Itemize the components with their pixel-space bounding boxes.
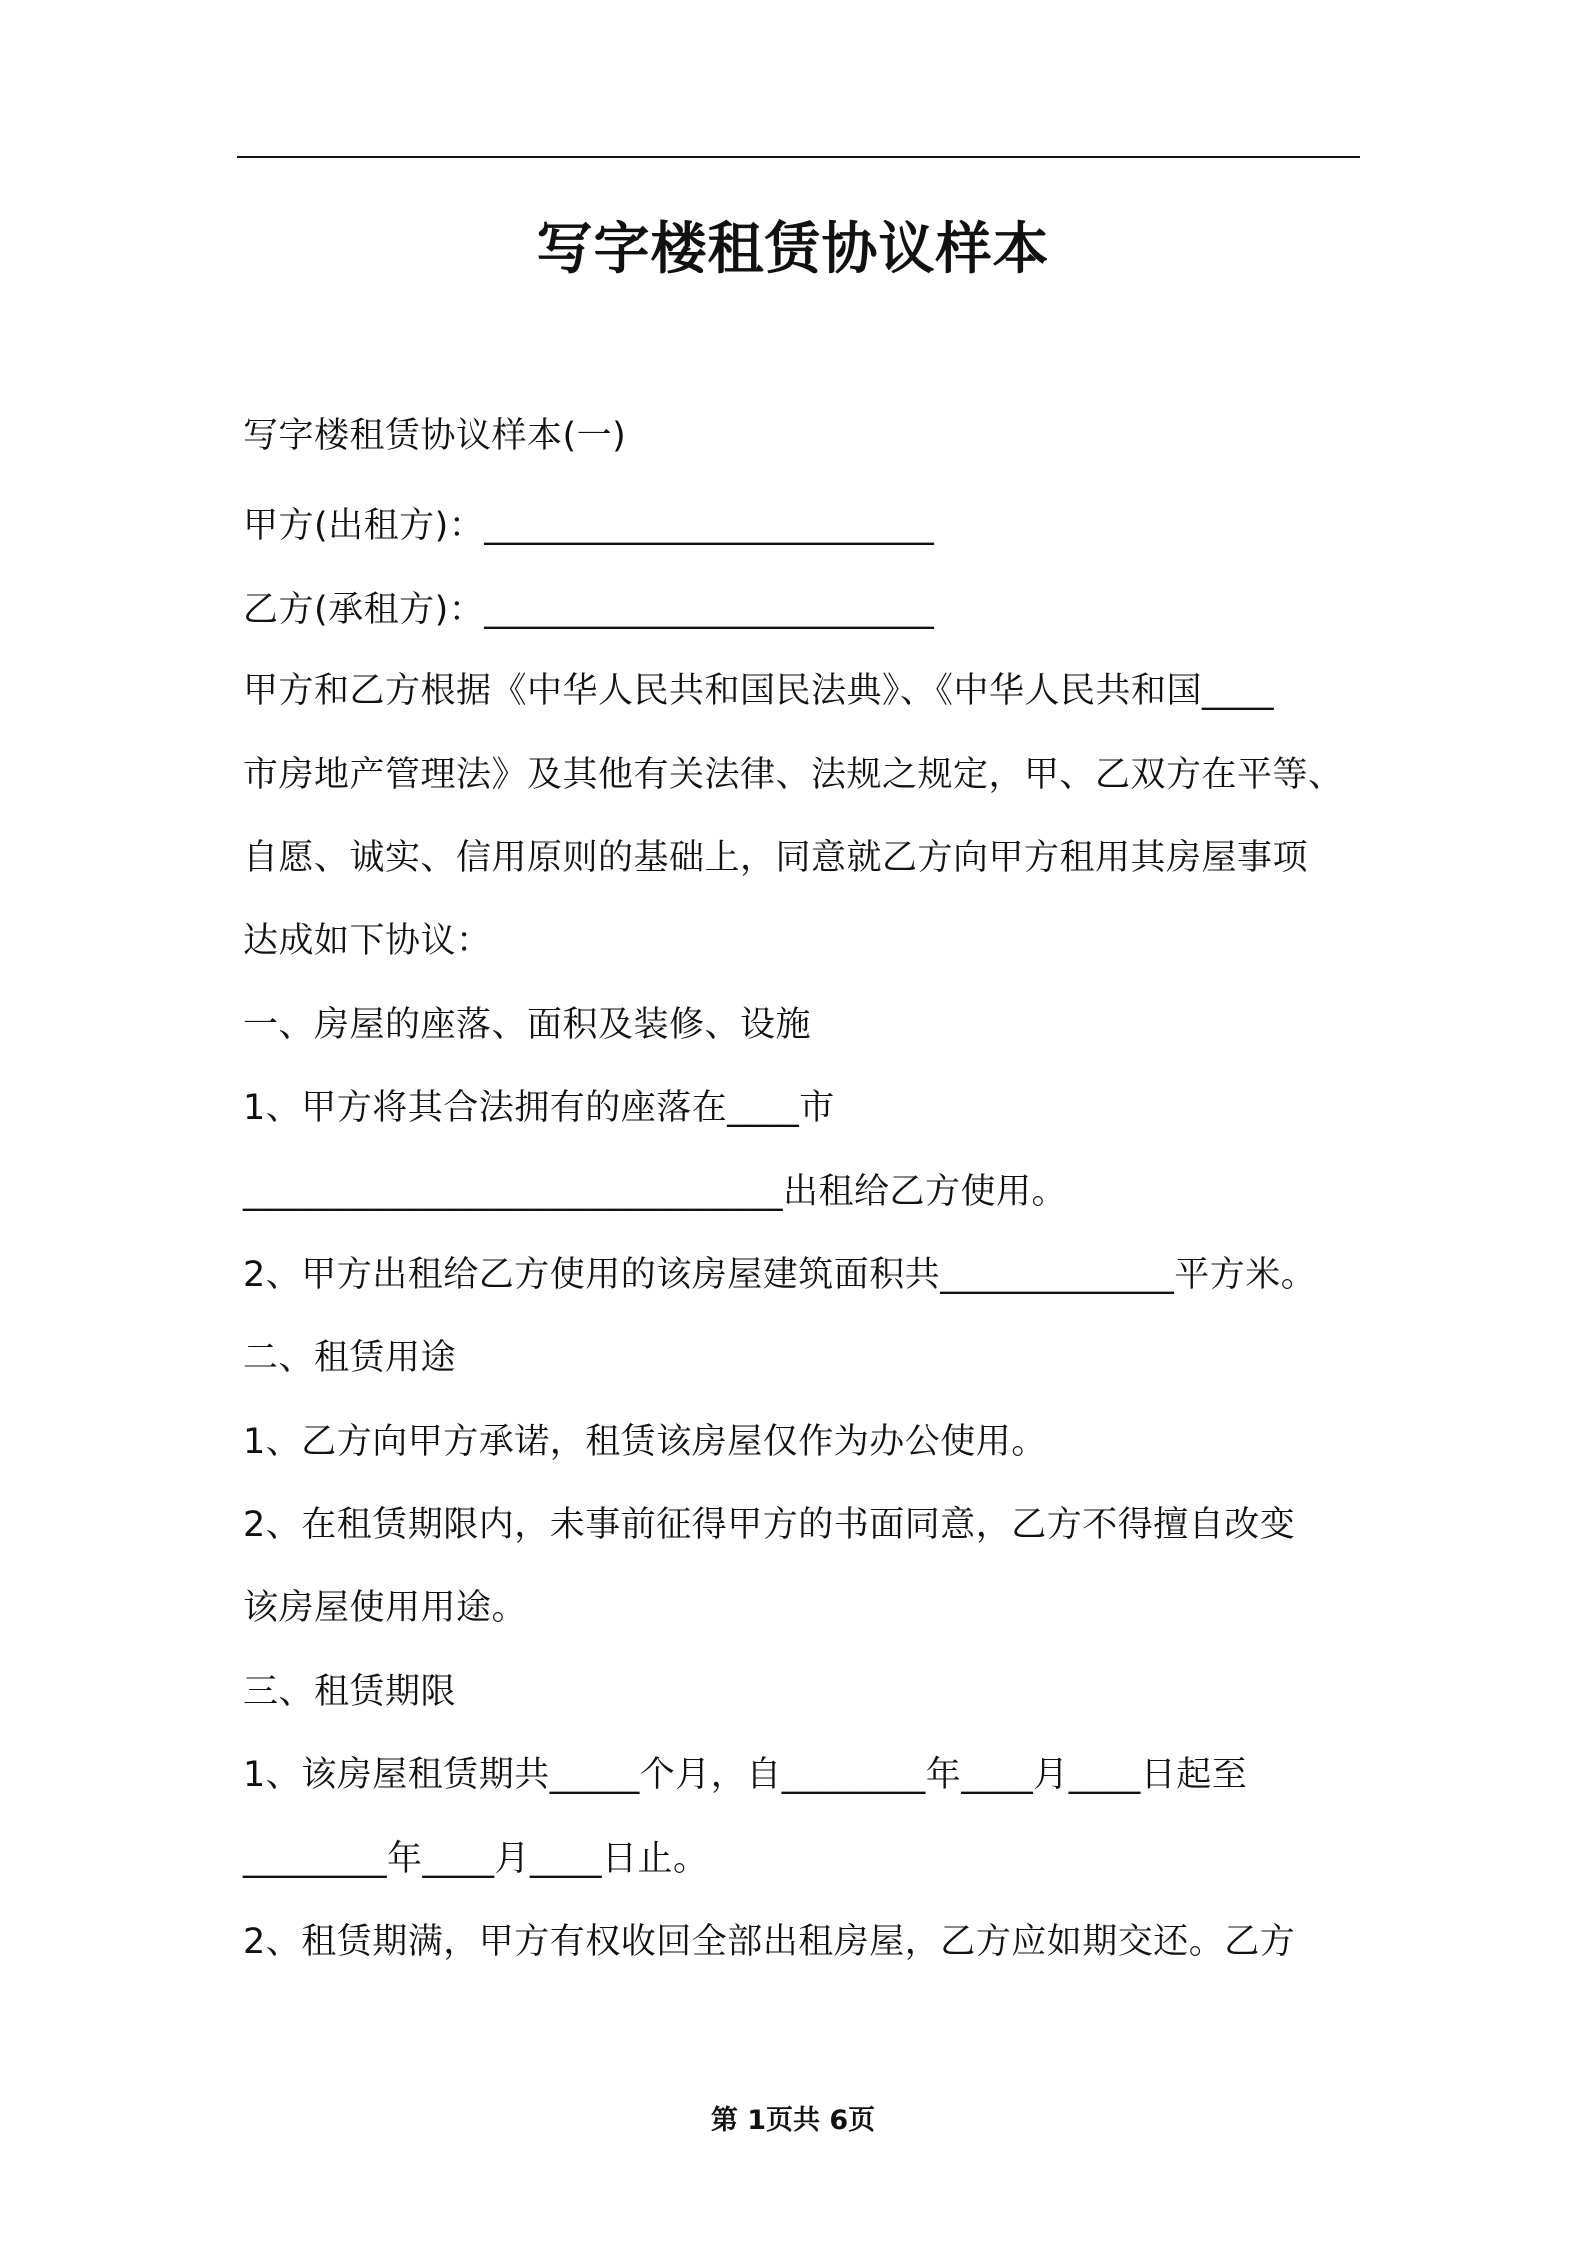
clause-line: 该房屋使用用途。 [243,1588,528,1628]
section-heading-2: 二、租赁用途 [243,1338,457,1378]
party-a-line: 甲方(出租方)：_________________________ [243,506,935,546]
clause-line: ________年____月____日止。 [243,1839,709,1879]
page-number: 第 1页共 6页 [710,2105,876,2136]
header-rule [237,156,1360,158]
paragraph-line: 自愿、诚实、信用原则的基础上，同意就乙方向甲方租用其房屋事项 [243,838,1309,878]
clause-line: ______________________________出租给乙方使用。 [243,1172,1068,1212]
paragraph-line: 市房地产管理法》及其他有关法律、法规之规定，甲、乙双方在平等、 [243,755,1344,795]
clause-line: 1、甲方将其合法拥有的座落在____市 [243,1088,835,1128]
clause-line: 1、乙方向甲方承诺，租赁该房屋仅作为办公使用。 [243,1422,1047,1462]
section-heading-1: 一、房屋的座落、面积及装修、设施 [243,1005,812,1045]
clause-line: 2、租赁期满，甲方有权收回全部出租房屋，乙方应如期交还。乙方 [243,1922,1296,1962]
document-title: 写字楼租赁协议样本 [536,217,1050,282]
paragraph-line: 甲方和乙方根据《中华人民共和国民法典》、《中华人民共和国____ [243,671,1275,711]
paragraph-line: 达成如下协议： [243,921,492,961]
clause-line: 2、甲方出租给乙方使用的该房屋建筑面积共_____________平方米。 [243,1255,1317,1295]
clause-line: 1、该房屋租赁期共_____个月，自________年____月____日起至 [243,1755,1248,1795]
subtitle-line: 写字楼租赁协议样本(一) [243,416,627,456]
clause-line: 2、在租赁期限内，未事前征得甲方的书面同意，乙方不得擅自改变 [243,1505,1296,1545]
party-b-line: 乙方(承租方)：_________________________ [243,590,935,630]
section-heading-3: 三、租赁期限 [243,1672,457,1712]
